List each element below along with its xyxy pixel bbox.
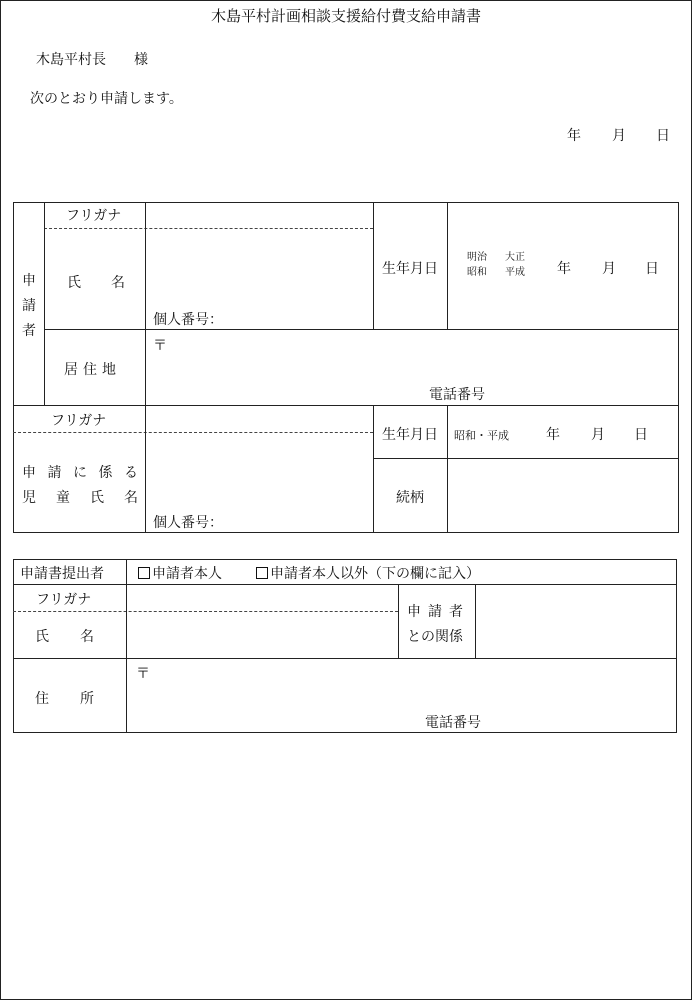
checkbox-icon[interactable] [256,567,268,579]
child-dob-month-label: 月 [591,427,605,443]
checkbox-icon[interactable] [138,567,150,579]
submitter-address-char: 所 [80,691,94,707]
furigana-divider [13,432,373,433]
phone-label: 電話番号 [429,387,485,403]
col-divider [44,202,45,405]
submitter-address-char: 住 [35,691,49,707]
child-dob-label: 生年月日 [382,427,438,443]
submitter-name-char: 名 [80,629,94,645]
child-dob-year-label: 年 [546,427,560,443]
furigana-divider [13,611,398,612]
submitter-furigana-label: フリガナ [36,592,92,608]
child-label-char: 名 [124,490,138,506]
date-month-label: 月 [612,128,626,144]
dob-day-label: 日 [645,261,659,277]
col-divider [373,405,374,533]
col-divider [475,584,476,658]
applicant-side-char: 請 [22,298,36,314]
date-day-label: 日 [656,128,670,144]
child-personal-number-label: 個人番号： [153,515,223,531]
dob-month-label: 月 [602,261,616,277]
child-dob-day-label: 日 [634,427,648,443]
row-divider [373,458,679,459]
date-year-label: 年 [567,128,581,144]
personal-number-label: 個人番号： [153,312,223,328]
name-label-char: 名 [111,275,125,291]
child-label-char: 請 [47,465,62,481]
relation-label-char: 者 [449,604,463,620]
relation-label-line2: との関係 [407,629,463,645]
postal-mark: 〒 [153,338,167,354]
submitter-label: 申請書提出者 [20,566,104,582]
submitter-table [13,559,677,733]
era-heisei: 平成 [505,267,525,278]
relation-label-char: 請 [428,604,442,620]
child-label-char: る [124,465,138,481]
submitter-phone-label: 電話番号 [425,715,481,731]
applicant-side-char: 者 [22,323,36,339]
child-label-char: 係 [98,465,113,481]
relation-label: 続柄 [396,490,424,506]
child-label-char: に [73,465,87,481]
child-label-char: 申 [22,465,36,481]
col-divider [447,405,448,533]
child-label-line1 [22,466,138,480]
col-divider [398,584,399,658]
era-showa: 昭和 [467,267,487,278]
option-other-label: 申請者本人以外（下の欄に記入） [270,566,480,582]
name-label-char: 氏 [67,275,81,291]
furigana-label: フリガナ [66,208,122,224]
child-furigana-label: フリガナ [51,413,107,429]
child-label-char: 童 [56,490,70,506]
addressee: 木島平村長 様 [36,52,148,68]
relation-label-char: 申 [407,604,421,620]
child-label-char: 氏 [90,490,104,506]
col-divider [145,202,146,533]
child-label-line2 [22,491,138,505]
intro-text: 次のとおり申請します。 [30,91,183,107]
era-taisho: 大正 [505,252,525,263]
option-self-checkbox[interactable] [138,567,222,581]
row-divider [13,405,679,406]
row-divider [13,658,677,659]
option-other-checkbox[interactable] [256,567,480,581]
child-label-char: 児 [22,490,36,506]
row-divider [44,329,679,330]
col-divider [447,202,448,329]
child-eras: 昭和・平成 [454,429,509,442]
option-self-label: 申請者本人 [152,566,222,582]
form-title: 木島平村計画相談支援給付費支給申請書 [210,7,481,25]
dob-label: 生年月日 [382,261,438,277]
furigana-divider [44,228,373,229]
address-label: 居住地 [64,362,121,378]
applicant-side-char: 申 [22,273,36,289]
col-divider [126,559,127,733]
era-meiji: 明治 [467,252,487,263]
relation-label-line1 [407,605,463,619]
submitter-postal-mark: 〒 [136,666,150,682]
dob-year-label: 年 [557,261,571,277]
col-divider [373,202,374,329]
row-divider [13,584,677,585]
submitter-name-char: 氏 [35,629,49,645]
